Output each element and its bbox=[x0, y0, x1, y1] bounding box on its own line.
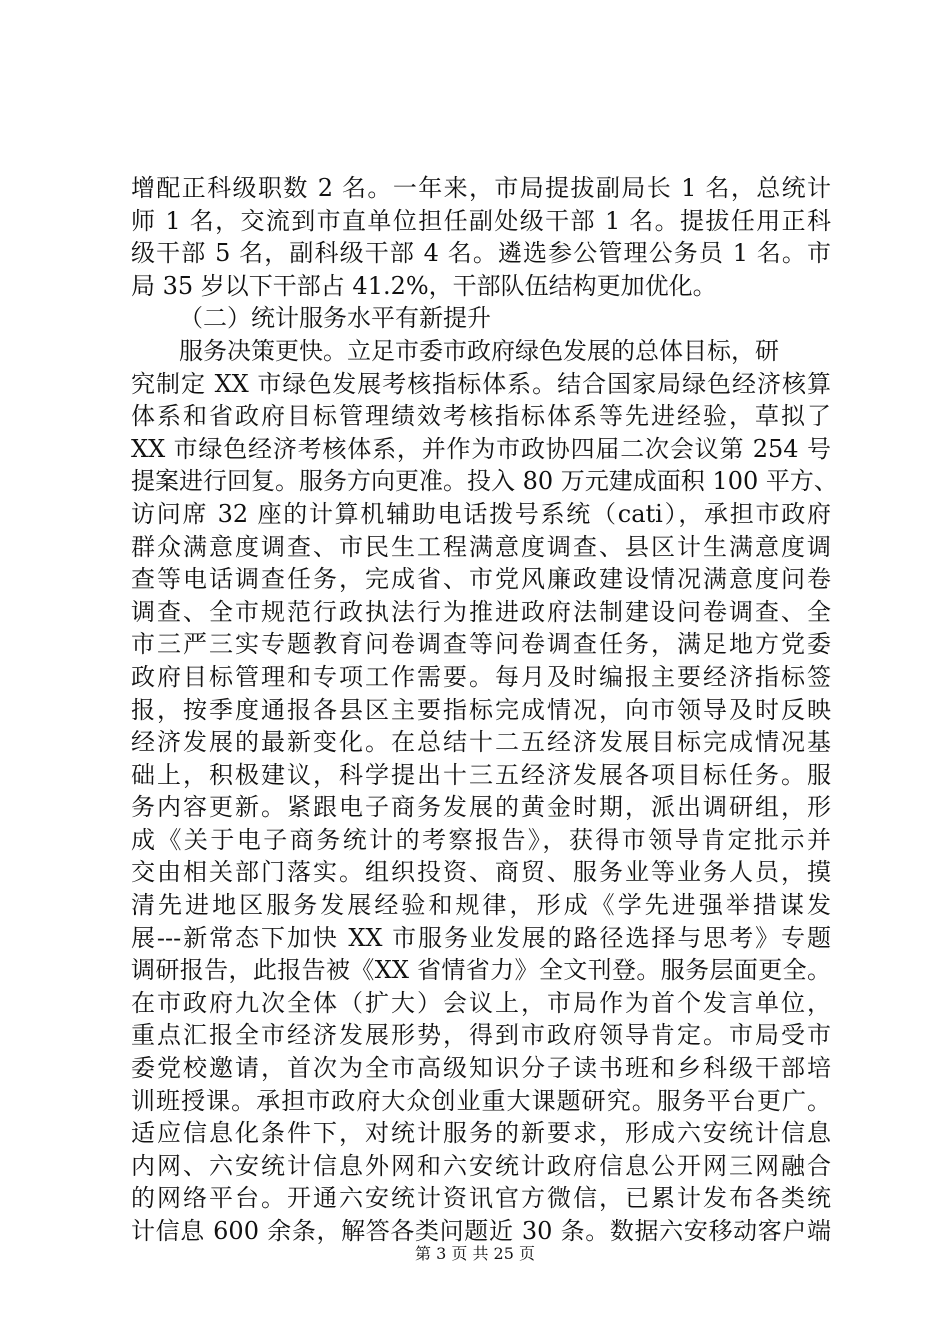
text-line: 政府目标管理和专项工作需要。每月及时编报主要经济指标签 bbox=[131, 662, 831, 691]
text-line: 交由相关部门落实。组织投资、商贸、服务业等业务人员，摸 bbox=[131, 858, 831, 887]
text-line: 础上，积极建议，科学提出十三五经济发展各项目标任务。服 bbox=[131, 760, 831, 789]
text-line: 务内容更新。紧跟电子商务发展的黄金时期，派出调研组，形 bbox=[131, 793, 831, 822]
text-line: 经济发展的最新变化。在总结十二五经济发展目标完成情况基 bbox=[131, 728, 831, 757]
text-line: 市三严三实专题教育问卷调查等问卷调查任务，满足地方党委 bbox=[131, 630, 831, 659]
text-line: 委党校邀请，首次为全市高级知识分子读书班和乡科级干部培 bbox=[131, 1054, 831, 1083]
text-line: 服务决策更快。立足市委市政府绿色发展的总体目标，研 bbox=[179, 336, 779, 365]
text-line: 重点汇报全市经济发展形势，得到市政府领导肯定。市局受市 bbox=[131, 1021, 831, 1050]
text-line: 在市政府九次全体（扩大）会议上，市局作为首个发言单位， bbox=[131, 988, 831, 1017]
section-heading: （二）统计服务水平有新提升 bbox=[179, 304, 491, 333]
text-line: 调研报告，此报告被《XX 省情省力》全文刊登。服务层面更全。 bbox=[131, 956, 831, 985]
text-line: 级干部 5 名，副科级干部 4 名。遴选参公管理公务员 1 名。市 bbox=[131, 239, 831, 268]
page-number-footer: 第 3 页 共 25 页 bbox=[415, 1244, 535, 1263]
text-line: 群众满意度调查、市民生工程满意度调查、县区计生满意度调 bbox=[131, 532, 831, 561]
text-line: XX 市绿色经济考核体系，并作为市政协四届二次会议第 254 号 bbox=[131, 434, 831, 463]
text-line: 究制定 XX 市绿色发展考核指标体系。结合国家局绿色经济核算 bbox=[131, 369, 831, 398]
text-line: 增配正科级职数 2 名。一年来，市局提拔副局长 1 名，总统计 bbox=[131, 174, 831, 202]
text-line: 展---新常态下加快 XX 市服务业发展的路径选择与思考》专题 bbox=[131, 923, 831, 952]
text-line: 报，按季度通报各县区主要指标完成情况，向市领导及时反映 bbox=[131, 695, 831, 724]
text-line: 访问席 32 座的计算机辅助电话拨号系统（cati），承担市政府 bbox=[131, 499, 831, 528]
text-line: 成《关于电子商务统计的考察报告》，获得市领导肯定批示并 bbox=[131, 825, 831, 854]
text-line: 内网、六安统计信息外网和六安统计政府信息公开网三网融合 bbox=[131, 1151, 831, 1180]
body-text bbox=[131, 172, 838, 1248]
text-line: 体系和省政府目标管理绩效考核指标体系等先进经验，草拟了 bbox=[131, 402, 831, 431]
text-line: 适应信息化条件下，对统计服务的新要求，形成六安统计信息 bbox=[131, 1119, 831, 1148]
text-line: 清先进地区服务发展经验和规律，形成《学先进强举措谋发 bbox=[131, 891, 831, 920]
text-line: 训班授课。承担市政府大众创业重大课题研究。服务平台更广。 bbox=[131, 1086, 831, 1115]
text-line: 查等电话调查任务，完成省、市党风廉政建设情况满意度问卷 bbox=[131, 565, 831, 594]
text-line: 计信息 600 余条，解答各类问题近 30 条。数据六安移动客户端 bbox=[131, 1217, 831, 1245]
text-line: 调查、全市规范行政执法行为推进政府法制建设问卷调查、全 bbox=[131, 597, 831, 626]
text-line: 师 1 名，交流到市直单位担任副处级干部 1 名。提拔任用正科 bbox=[131, 206, 831, 235]
text-line: 的网络平台。开通六安统计资讯官方微信，已累计发布各类统 bbox=[131, 1184, 831, 1213]
text-line: 局 35 岁以下干部占 41.2%，干部队伍结构更加优化。 bbox=[131, 271, 717, 300]
text-line: 提案进行回复。服务方向更准。投入 80 万元建成面积 100 平方、 bbox=[131, 467, 838, 496]
